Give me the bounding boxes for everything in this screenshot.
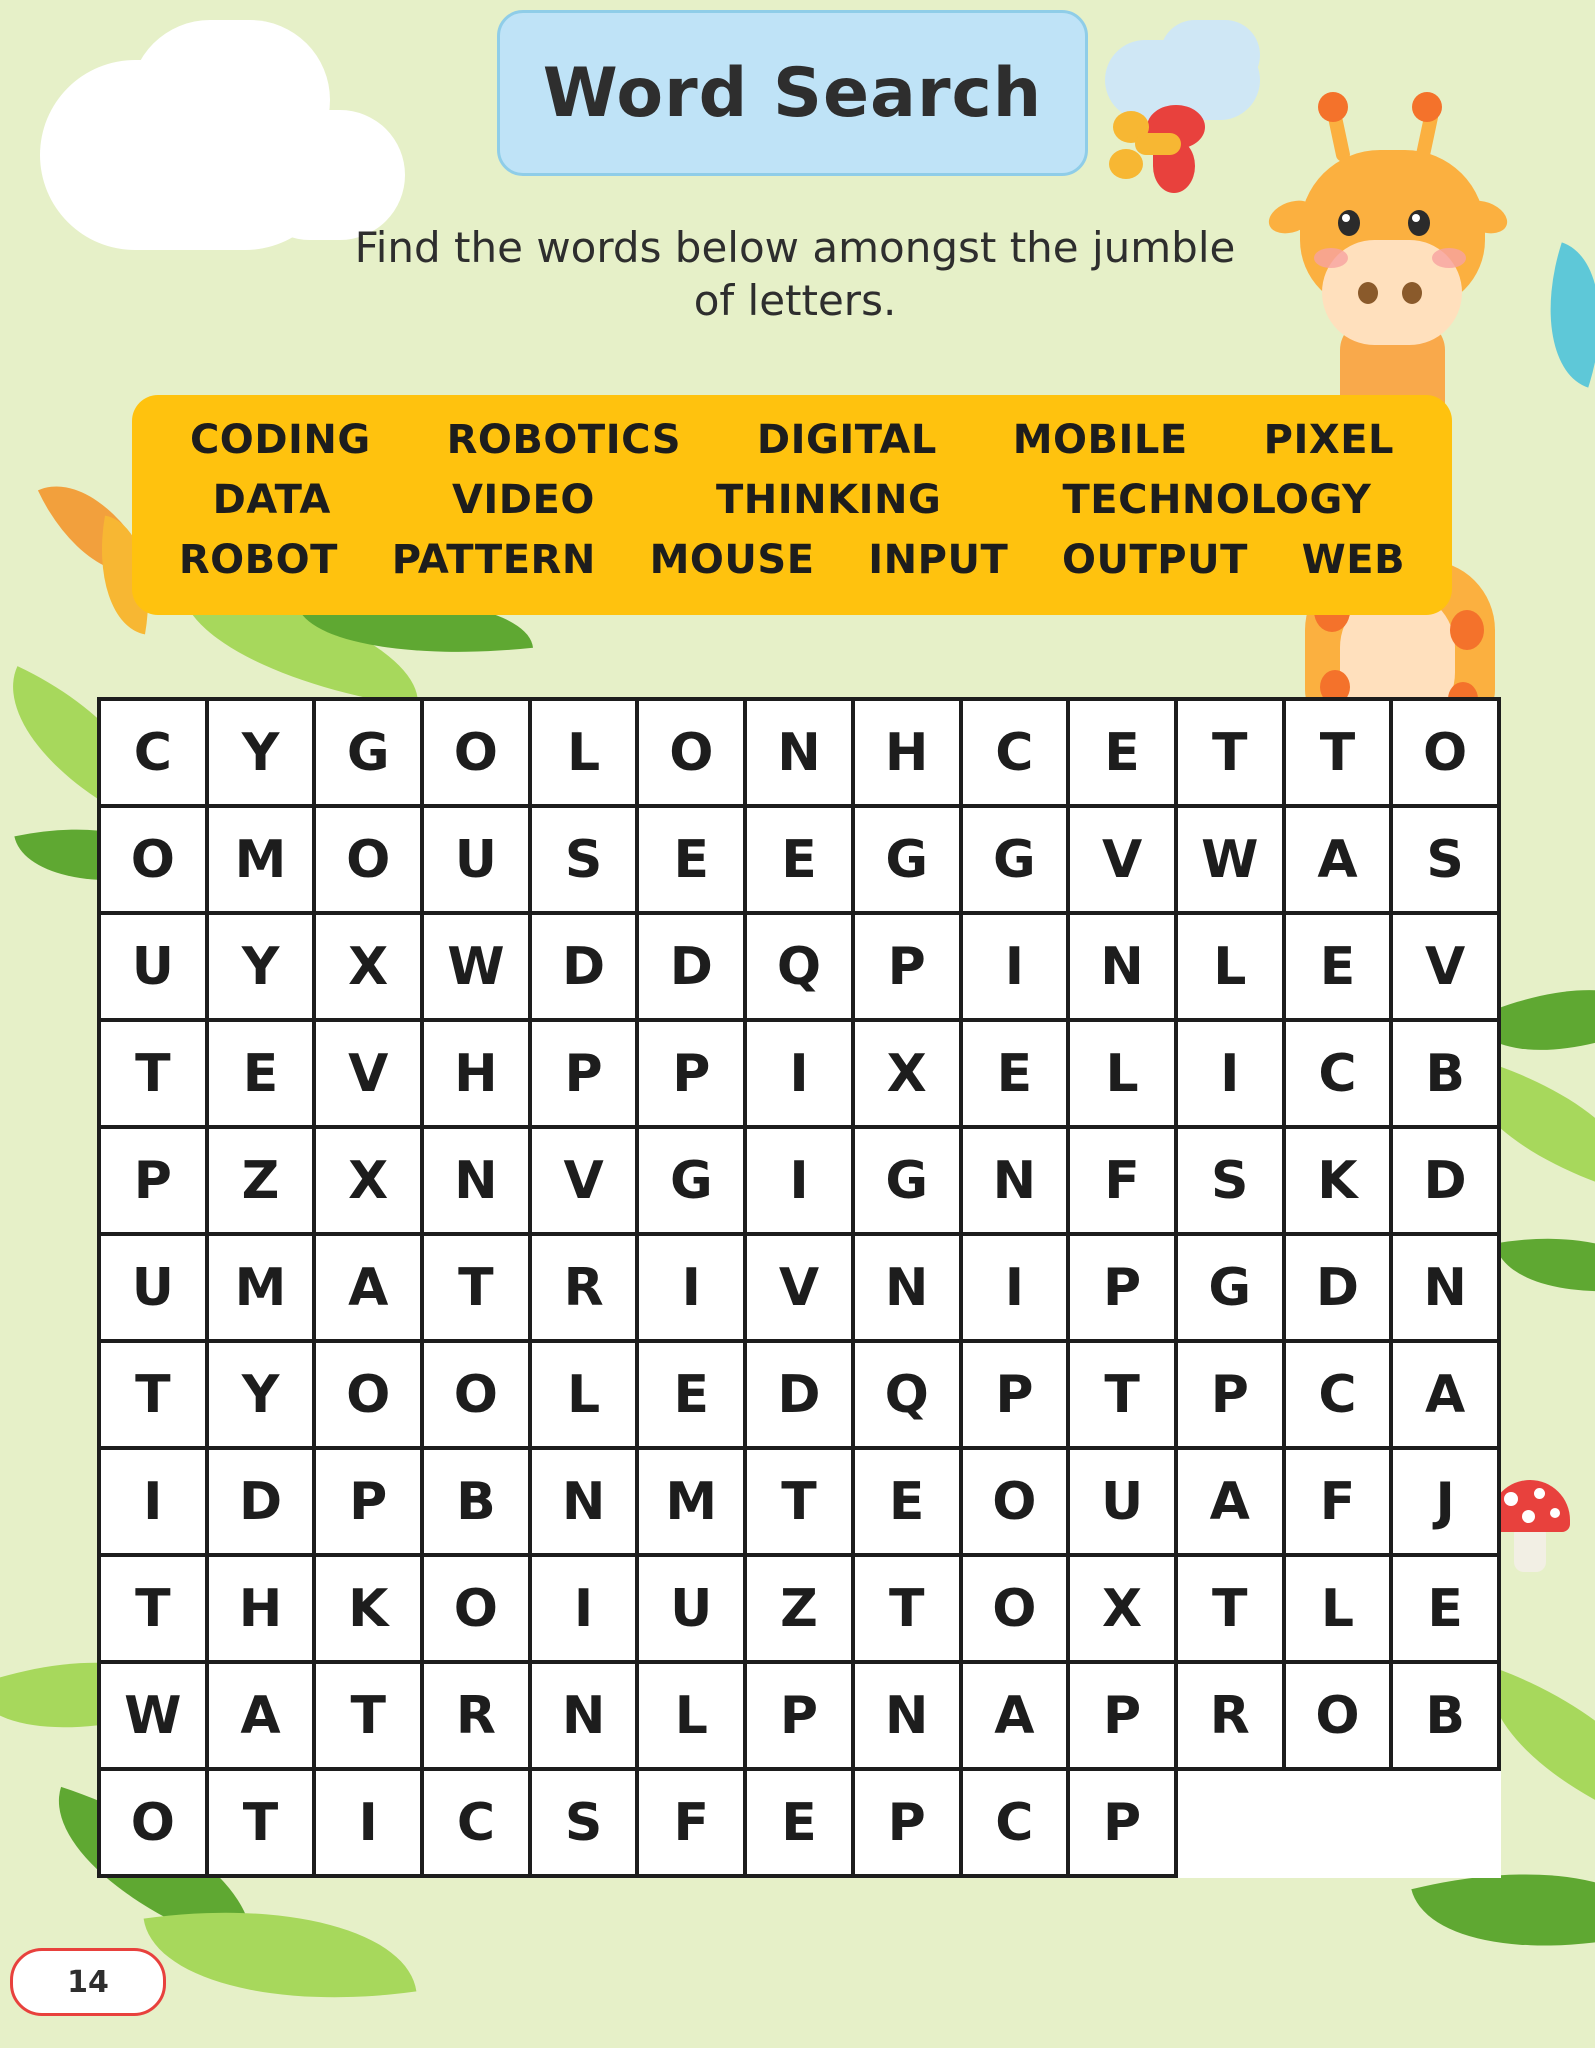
grid-cell[interactable]: D <box>532 915 640 1022</box>
grid-cell[interactable]: A <box>316 1236 424 1343</box>
grid-cell[interactable]: L <box>1070 1022 1178 1129</box>
grid-cell[interactable]: I <box>316 1771 424 1878</box>
word-search-grid[interactable] <box>97 697 1501 1878</box>
grid-cell[interactable]: S <box>1393 808 1501 915</box>
grid-cell[interactable]: T <box>747 1450 855 1557</box>
grid-cell[interactable]: G <box>963 808 1071 915</box>
grid-cell[interactable]: P <box>855 1771 963 1878</box>
grid-cell[interactable]: P <box>855 915 963 1022</box>
grid-cell[interactable]: W <box>101 1664 209 1771</box>
grid-cell[interactable]: F <box>1070 1129 1178 1236</box>
grid-cell[interactable]: R <box>424 1664 532 1771</box>
grid-cell[interactable]: T <box>209 1771 317 1878</box>
grid-cell[interactable]: M <box>639 1450 747 1557</box>
grid-cell[interactable]: E <box>1393 1557 1501 1664</box>
grid-cell[interactable]: O <box>639 701 747 808</box>
grid-cell[interactable]: G <box>316 701 424 808</box>
grid-cell[interactable]: U <box>101 1236 209 1343</box>
grid-cell[interactable]: T <box>101 1557 209 1664</box>
word-bank-item: DATA <box>212 477 331 523</box>
grid-cell[interactable]: K <box>316 1557 424 1664</box>
grid-cell[interactable]: V <box>747 1236 855 1343</box>
grid-cell[interactable]: D <box>747 1343 855 1450</box>
grid-cell[interactable]: I <box>963 1236 1071 1343</box>
grid-cell[interactable]: C <box>1286 1022 1394 1129</box>
grid-cell[interactable]: V <box>532 1129 640 1236</box>
grid-cell[interactable]: D <box>209 1450 317 1557</box>
grid-cell[interactable]: A <box>209 1664 317 1771</box>
grid-cell[interactable]: T <box>1070 1343 1178 1450</box>
grid-cell[interactable]: O <box>1393 701 1501 808</box>
grid-cell[interactable]: L <box>639 1664 747 1771</box>
grid-cell[interactable]: D <box>1393 1129 1501 1236</box>
grid-cell[interactable]: O <box>316 808 424 915</box>
grid-cell[interactable]: O <box>101 808 209 915</box>
word-bank <box>132 395 1452 615</box>
grid-cell[interactable]: L <box>1178 915 1286 1022</box>
blue-leaf-icon <box>1522 242 1595 387</box>
word-bank-item: DIGITAL <box>756 417 937 463</box>
grid-cell[interactable]: G <box>855 1129 963 1236</box>
word-bank-item: CODING <box>189 417 371 463</box>
grid-cell[interactable]: G <box>855 808 963 915</box>
grid-cell[interactable]: I <box>639 1236 747 1343</box>
grid-cell[interactable]: U <box>101 915 209 1022</box>
grid-cell[interactable]: E <box>747 808 855 915</box>
grid-cell[interactable]: C <box>1286 1343 1394 1450</box>
grid-cell[interactable]: W <box>424 915 532 1022</box>
word-bank-item: PATTERN <box>391 537 596 583</box>
word-bank-item: THINKING <box>716 477 942 523</box>
grid-cell[interactable]: E <box>639 808 747 915</box>
grid-cell[interactable]: E <box>747 1771 855 1878</box>
word-bank-item: TECHNOLOGY <box>1062 477 1372 523</box>
grid-cell[interactable]: D <box>1286 1236 1394 1343</box>
grid-cell[interactable]: C <box>101 701 209 808</box>
grid-cell[interactable]: U <box>639 1557 747 1664</box>
grid-cell[interactable]: R <box>1178 1664 1286 1771</box>
grid-cell[interactable]: H <box>855 701 963 808</box>
grid-cell[interactable]: X <box>316 915 424 1022</box>
grid-cell[interactable]: O <box>424 701 532 808</box>
grid-cell[interactable]: X <box>316 1129 424 1236</box>
grid-cell[interactable]: B <box>424 1450 532 1557</box>
grid-cell[interactable]: O <box>316 1343 424 1450</box>
word-bank-item: OUTPUT <box>1062 537 1248 583</box>
grid-cell[interactable]: X <box>1070 1557 1178 1664</box>
grid-cell[interactable]: S <box>532 1771 640 1878</box>
page-title-box <box>497 10 1088 176</box>
grid-cell[interactable]: A <box>1178 1450 1286 1557</box>
grid-cell[interactable]: N <box>1070 915 1178 1022</box>
grid-cell[interactable]: C <box>963 1771 1071 1878</box>
grid-cell[interactable]: P <box>532 1022 640 1129</box>
grid-cell[interactable]: G <box>639 1129 747 1236</box>
mushroom-icon <box>1490 1480 1570 1575</box>
grid-cell[interactable]: P <box>747 1664 855 1771</box>
grid-cell[interactable]: I <box>747 1129 855 1236</box>
grid-cell[interactable]: E <box>1070 701 1178 808</box>
word-bank-item: WEB <box>1301 537 1406 583</box>
grid-cell[interactable]: Z <box>209 1129 317 1236</box>
grid-cell[interactable]: T <box>424 1236 532 1343</box>
grid-cell[interactable]: D <box>639 915 747 1022</box>
grid-cell[interactable]: I <box>101 1450 209 1557</box>
grid-cell[interactable]: C <box>963 701 1071 808</box>
grid-cell[interactable]: P <box>1070 1236 1178 1343</box>
grid-cell[interactable]: O <box>963 1557 1071 1664</box>
leaf-icon <box>1495 1218 1595 1313</box>
grid-cell[interactable]: N <box>855 1236 963 1343</box>
grid-cell[interactable]: E <box>1286 915 1394 1022</box>
grid-cell[interactable]: E <box>639 1343 747 1450</box>
grid-cell[interactable]: N <box>424 1129 532 1236</box>
butterfly-icon <box>1095 105 1225 200</box>
grid-cell[interactable]: I <box>532 1557 640 1664</box>
grid-cell[interactable]: S <box>532 808 640 915</box>
grid-cell[interactable]: C <box>424 1771 532 1878</box>
grid-cell[interactable]: P <box>1178 1343 1286 1450</box>
grid-cell[interactable]: P <box>316 1450 424 1557</box>
grid-cell[interactable]: W <box>1178 808 1286 915</box>
grid-cell[interactable]: Y <box>209 1343 317 1450</box>
grid-cell[interactable]: N <box>1393 1236 1501 1343</box>
grid-cell[interactable]: S <box>1178 1129 1286 1236</box>
grid-cell[interactable]: F <box>639 1771 747 1878</box>
grid-cell[interactable]: T <box>1178 1557 1286 1664</box>
grid-cell[interactable]: I <box>747 1022 855 1129</box>
grid-cell[interactable]: P <box>1070 1664 1178 1771</box>
grid-cell[interactable]: Q <box>747 915 855 1022</box>
grid-cell[interactable]: R <box>532 1236 640 1343</box>
grid-cell[interactable]: V <box>1393 915 1501 1022</box>
word-bank-row <box>152 537 1432 583</box>
grid-cell[interactable]: H <box>209 1557 317 1664</box>
grid-cell[interactable]: O <box>1286 1664 1394 1771</box>
grid-cell[interactable]: I <box>1178 1022 1286 1129</box>
grid-cell[interactable]: O <box>424 1557 532 1664</box>
grid-cell[interactable]: J <box>1393 1450 1501 1557</box>
grid-cell[interactable]: L <box>532 1343 640 1450</box>
grid-cell[interactable]: U <box>424 808 532 915</box>
word-bank-row <box>152 417 1432 463</box>
grid-cell[interactable]: E <box>963 1022 1071 1129</box>
word-bank-item: ROBOT <box>178 537 338 583</box>
grid-cell[interactable]: O <box>101 1771 209 1878</box>
grid-cell[interactable]: L <box>1286 1557 1394 1664</box>
grid-cell[interactable]: P <box>101 1129 209 1236</box>
grid-cell[interactable]: G <box>1178 1236 1286 1343</box>
grid-cell[interactable]: V <box>316 1022 424 1129</box>
grid-cell[interactable]: T <box>101 1343 209 1450</box>
grid-cell[interactable]: A <box>1393 1343 1501 1450</box>
grid-cell[interactable]: N <box>855 1664 963 1771</box>
word-bank-item: MOUSE <box>649 537 815 583</box>
word-bank-item: INPUT <box>868 537 1009 583</box>
word-bank-item: PIXEL <box>1263 417 1395 463</box>
word-bank-item: ROBOTICS <box>446 417 681 463</box>
grid-cell[interactable]: Q <box>855 1343 963 1450</box>
grid-cell[interactable]: N <box>532 1450 640 1557</box>
grid-cell[interactable]: O <box>424 1343 532 1450</box>
grid-cell[interactable]: Y <box>209 701 317 808</box>
grid-cell[interactable]: X <box>855 1022 963 1129</box>
grid-cell[interactable]: U <box>1070 1450 1178 1557</box>
grid-cell[interactable]: H <box>424 1022 532 1129</box>
grid-cell[interactable]: F <box>1286 1450 1394 1557</box>
grid-cell[interactable]: I <box>963 915 1071 1022</box>
grid-cell[interactable]: E <box>209 1022 317 1129</box>
grid-cell[interactable]: N <box>747 701 855 808</box>
grid-cell[interactable]: T <box>101 1022 209 1129</box>
grid-cell[interactable]: Y <box>209 915 317 1022</box>
grid-cell[interactable]: T <box>316 1664 424 1771</box>
grid-cell[interactable]: E <box>855 1450 963 1557</box>
grid-cell[interactable]: T <box>1178 701 1286 808</box>
grid-cell[interactable]: N <box>963 1129 1071 1236</box>
grid-cell[interactable]: M <box>209 808 317 915</box>
grid-cell[interactable]: M <box>209 1236 317 1343</box>
word-bank-item: VIDEO <box>451 477 595 523</box>
word-bank-row <box>152 477 1432 523</box>
cloud-icon <box>245 110 405 240</box>
grid-cell[interactable]: P <box>639 1022 747 1129</box>
grid-cell[interactable]: L <box>532 701 640 808</box>
grid-cell[interactable]: T <box>1286 701 1394 808</box>
word-bank-item: MOBILE <box>1012 417 1188 463</box>
page-title: Word Search <box>542 53 1043 133</box>
grid-cell[interactable]: V <box>1070 808 1178 915</box>
instructions-text: Find the words below amongst the jumble of letters. <box>354 223 1236 325</box>
grid-cell[interactable]: P <box>963 1343 1071 1450</box>
grid-cell[interactable]: P <box>1070 1771 1178 1878</box>
grid-cell[interactable]: K <box>1286 1129 1394 1236</box>
grid-cell[interactable]: A <box>963 1664 1071 1771</box>
grid-cell[interactable]: Z <box>747 1557 855 1664</box>
page-number: 14 <box>10 1948 166 2016</box>
grid-cell[interactable]: T <box>855 1557 963 1664</box>
small-cloud-icon <box>1160 20 1260 90</box>
grid-cell[interactable]: B <box>1393 1022 1501 1129</box>
grid-cell[interactable]: B <box>1393 1664 1501 1771</box>
grid-cell[interactable]: O <box>963 1450 1071 1557</box>
grid-cell[interactable]: A <box>1286 808 1394 915</box>
grid-cell[interactable]: N <box>532 1664 640 1771</box>
